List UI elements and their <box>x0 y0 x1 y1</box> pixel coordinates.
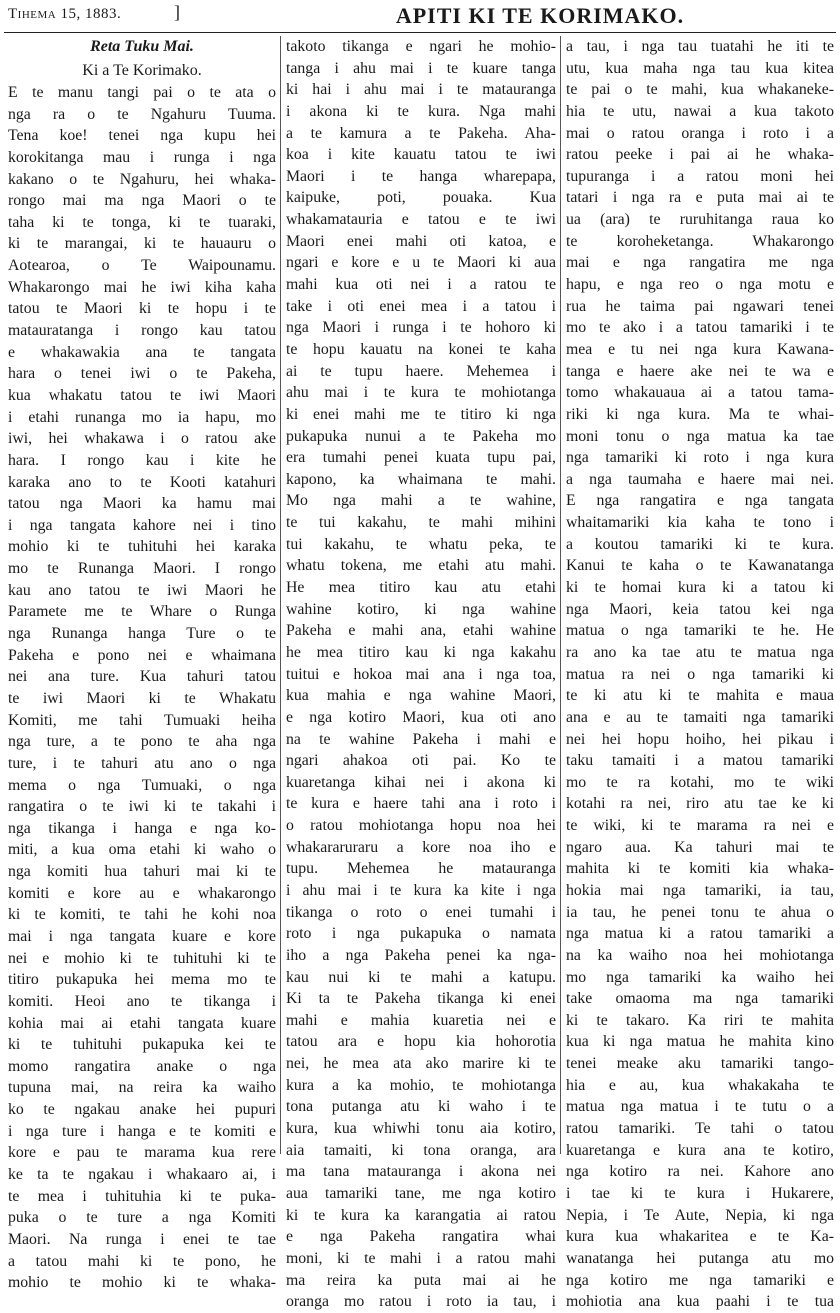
text-line: nei e mohio ki te tuhituhi ki te <box>8 949 276 967</box>
text-line: te ki atu ki te mahita e maua <box>566 687 834 705</box>
text-line: ahu mai i te kura te mohiotanga <box>286 384 556 402</box>
text-line: te koroheketanga. Whakarongo <box>566 232 834 250</box>
text-line: kapono, ka whaimana te mahi. <box>286 470 556 488</box>
text-line: i nga ture i hanga e te komiti e <box>8 1122 276 1140</box>
issue-date: Tihema 15, 1883. <box>8 6 122 22</box>
text-line: nei ana ture. Kua tahuri tatou <box>8 668 276 686</box>
text-line: mema o nga Tumuaki, o nga <box>8 776 276 794</box>
text-line: taha ki te tonga, ki te tuaraki, <box>8 213 276 231</box>
text-line: mahi kua oti nei i a ratou te <box>286 276 556 294</box>
text-line: ratou tamariki. Te tahi o tatou <box>566 1120 834 1138</box>
text-line: te iwi Maori ki te Whakatu <box>8 689 276 707</box>
text-line: tona putanga atu ki waho i te <box>286 1098 556 1116</box>
text-line: tuitui e hokoa mai ana i nga toa, <box>286 665 556 683</box>
text-line: utu, kua maha nga tau kua kitea <box>566 59 834 77</box>
text-line: kau nui ki te mahi a katupu. <box>286 968 556 986</box>
text-line: i nga tangata kahore nei i tino <box>8 516 276 534</box>
text-line: komiti. Heoi ano te tikanga i <box>8 992 276 1010</box>
text-line: kua whakatu tatou te iwi Maori <box>8 386 276 404</box>
text-line: mai i nga tangata kuare e kore <box>8 927 276 945</box>
text-line: tomo whakauaua ai a tatou tama- <box>566 384 834 402</box>
text-line: mo te ako i a tatou tamariki i te <box>566 319 834 337</box>
text-line: titiro pukapuka hei mema mo te <box>8 971 276 989</box>
text-line: koa i kite kauatu tatou te iwi <box>286 146 556 164</box>
text-line: matua ra nei o nga tamariki ki <box>566 665 834 683</box>
date-bracket: ] <box>174 2 180 22</box>
text-line: ture, i te tahuri atu ano o nga <box>8 754 276 772</box>
text-line: mohio te mohio ki te whaka- <box>8 1274 276 1292</box>
text-line: era tumahi penei kuata tupu pai, <box>286 449 556 467</box>
text-line: Maori i te hanga wharepapa, <box>286 167 556 185</box>
text-line: nei hei hopu hoiho, hei pikau i <box>566 730 834 748</box>
column-divider-1 <box>280 36 281 1154</box>
text-line: hara. I rongo kau i kite he <box>8 451 276 469</box>
text-line: te hopu kauatu na konei te kaha <box>286 340 556 358</box>
text-line: kotahi ra nei, riro atu tae ke ki <box>566 795 834 813</box>
text-line: e whakawakia ana te tangata <box>8 343 276 361</box>
text-line: Paramete me te Whare o Runga <box>8 603 276 621</box>
text-line: he mea titiro kau ki nga kakahu <box>286 643 556 661</box>
text-line: ngaro aua. Ka tahuri mai te <box>566 838 834 856</box>
text-line: tanga e haere ake nei te wa e <box>566 362 834 380</box>
text-line: nga tamariki ki roto i nga kura <box>566 449 834 467</box>
column-3-text <box>566 36 834 1313</box>
text-line: nga ra o te Ngahuru Tuuma. <box>8 105 276 123</box>
text-line: hia te utu, nawai a kua takoto <box>566 102 834 120</box>
text-line: kaipuke, poti, pouaka. Kua <box>286 189 556 207</box>
text-line: kuaretanga kihai nei i akona ki <box>286 773 556 791</box>
text-line: ki te homai kura ki a tatou ki <box>566 579 834 597</box>
text-line: nga Runanga hanga Ture o te <box>8 625 276 643</box>
text-line: mo te Runanga Maori. I rongo <box>8 560 276 578</box>
header-rule <box>4 32 836 33</box>
article-heading: Reta Tuku Mai. <box>90 38 194 55</box>
text-line: takoto tikanga e ngari he mohio- <box>286 38 556 55</box>
text-line: kore e pau te marama kua rere <box>8 1144 276 1162</box>
text-line: Maori enei mahi oti katoa, e <box>286 232 556 250</box>
text-line: moni, ki te mahi i a ratou mahi <box>286 1249 556 1267</box>
text-line: e nga kotiro Maori, kua oti ano <box>286 708 556 726</box>
text-line: te kura e haere tahi ana i roto i <box>286 795 556 813</box>
text-line: ki enei mahi me te titiro ki nga <box>286 405 556 423</box>
text-line: hokia mai nga tamariki, ia tau, <box>566 881 834 899</box>
text-line: nga ture, a te pono te aha nga <box>8 733 276 751</box>
text-line: taku tamaiti i a matou tamariki <box>566 752 834 770</box>
text-line: kohia mai ai etahi tangata kuare <box>8 1014 276 1032</box>
text-line: Pakeha e mahi ana, etahi wahine <box>286 622 556 640</box>
text-line: wanatanga hei putanga atu mo <box>566 1249 834 1267</box>
text-line: ai te tupu haere. Mehemea i <box>286 362 556 380</box>
text-line: nei, he mea ata ako marire ki te <box>286 1055 556 1073</box>
column-divider-2 <box>560 36 561 1154</box>
text-line: tatari i nga ra e puta mai ai te <box>566 189 834 207</box>
text-line: rangatira o te iwi ki te takahi i <box>8 798 276 816</box>
text-line: kura, kua whiwhi tonu aia kotiro, <box>286 1120 556 1138</box>
text-line: Nepia, i Te Aute, Nepia, ki nga <box>566 1206 834 1224</box>
newspaper-title: APITI KI TE KORIMAKO. <box>395 3 685 28</box>
text-line: ma reira ka puta mai ai he <box>286 1271 556 1289</box>
text-line: i etahi runanga mo ia hapu, mo <box>8 408 276 426</box>
text-line: whakararuraru a kore noa iho e <box>286 838 556 856</box>
column-3 <box>566 36 834 1311</box>
text-line: i tae ki te kura i Hukarere, <box>566 1184 834 1202</box>
article-subheading: Ki a Te Korimako. <box>82 62 202 79</box>
text-line: tatou nga Maori ka hamu mai <box>8 495 276 513</box>
text-line: tupu. Mehemea he matauranga <box>286 860 556 878</box>
text-line: kau ano tatou te iwi Maori he <box>8 581 276 599</box>
text-line: tupuranga i a ratou moni hei <box>566 167 834 185</box>
text-line: whaitamariki kia kaha te tono i <box>566 514 834 532</box>
text-line: puka o te ture a nga Komiti <box>8 1209 276 1227</box>
text-line: te mea i tuhituhia ki te puka- <box>8 1187 276 1205</box>
text-line: mea e tu nei nga kura Kawana- <box>566 340 834 358</box>
text-line: na te wahine Pakeha i mahi e <box>286 730 556 748</box>
text-line: mohio ki te tuhituhi hei karaka <box>8 538 276 556</box>
text-line: rongo mai ma nga Maori o te <box>8 192 276 210</box>
text-line: aua tamariki tane, me nga kotiro <box>286 1184 556 1202</box>
text-line: Whakarongo mai he iwi kiha kaha <box>8 278 276 296</box>
text-line: ratou peeke i pai ai he whaka- <box>566 146 834 164</box>
text-line: na ka waiho noa hei mohiotanga <box>566 946 834 964</box>
text-line: pukapuka nunui a te Pakeha mo <box>286 427 556 445</box>
text-line: nga matua ki a ratou tamariki a <box>566 925 834 943</box>
text-line: mai o ratou oranga i roto i a <box>566 124 834 142</box>
text-line: nga kotiro me nga tamariki e <box>566 1271 834 1289</box>
text-line: ma tana matauranga i akona nei <box>286 1163 556 1181</box>
text-line: ki te kura ka karangatia ai ratou <box>286 1206 556 1224</box>
text-line: iho a nga Pakeha penei ka nga- <box>286 946 556 964</box>
text-line: oranga mo ratou i roto ia tau, i <box>286 1293 556 1311</box>
text-line: ke ta te ngakau i whakaaro ai, i <box>8 1166 276 1184</box>
text-line: roto i nga pukapuka o namata <box>286 925 556 943</box>
text-line: mohiotia ana kua paahi i te tua <box>566 1293 834 1311</box>
text-line: nga tikanga i hanga e nga ko- <box>8 819 276 837</box>
text-line: Ki ta te Pakeha tikanga ki enei <box>286 990 556 1008</box>
text-line: rua he taima pai ngawari tenei <box>566 297 834 315</box>
text-line: ki hai i ahu mai i te matauranga <box>286 81 556 99</box>
column-2-text <box>286 36 556 1313</box>
text-line: ia tau, he penei tonu te ahua o <box>566 903 834 921</box>
text-line: kura kua whakaritea e te Ka- <box>566 1228 834 1246</box>
text-line: matua o nga tamariki te he. He <box>566 622 834 640</box>
text-line: a tatou mahi ki te pono, he <box>8 1252 276 1270</box>
text-line: Kanui te kaha o te Kawanatanga <box>566 557 834 575</box>
text-line: ngari ahakoa oti pai. Ko te <box>286 752 556 770</box>
text-line: ki te komiti, te tahi he kohi noa <box>8 906 276 924</box>
text-line: E nga rangatira e nga tangata <box>566 492 834 510</box>
text-line: matauratanga i rongo kau tatou <box>8 322 276 340</box>
text-line: mahi e mahia kuaretia nei e <box>286 1011 556 1029</box>
text-line: Komiti, me tahi Tumuaki heiha <box>8 711 276 729</box>
text-line: Pakeha e pono nei e whaimana <box>8 646 276 664</box>
text-line: te pai o te mahi, kua whakaneke- <box>566 81 834 99</box>
text-line: riki ki nga kura. Ma te whai- <box>566 405 834 423</box>
text-line: kakano o te Ngahuru, hei whaka- <box>8 170 276 188</box>
column-1-text <box>8 82 276 1294</box>
text-line: nga kotiro ra nei. Kahore ano <box>566 1163 834 1181</box>
text-line: ki te takaro. Ka riri te mahita <box>566 1011 834 1029</box>
text-line: tenei meake aku tamariki tango- <box>566 1055 834 1073</box>
text-line: tikanga o roto o enei tumahi i <box>286 903 556 921</box>
text-line: a koutou tamariki ki te kura. <box>566 535 834 553</box>
text-line: ana e au te tamaiti nga tamariki <box>566 708 834 726</box>
text-line: nga Maori i runga i te hohoro ki <box>286 319 556 337</box>
text-line: ko te ngakau anake hei pupuri <box>8 1101 276 1119</box>
text-line: iwi, hei whakawa i o ratou ake <box>8 430 276 448</box>
text-line: i ahu mai i te kura ka kite i nga <box>286 881 556 899</box>
text-line: nga Maori, keia tatou kei nga <box>566 600 834 618</box>
text-line: ki te marangai, ki te hauauru o <box>8 235 276 253</box>
text-line: te wiki, ki te marama ra nei e <box>566 817 834 835</box>
text-line: Maori. Na runga i enei te tae <box>8 1230 276 1248</box>
text-line: wahine kotiro, ki nga wahine <box>286 600 556 618</box>
text-line: tui kakahu, te whatu peka, te <box>286 535 556 553</box>
text-line: komiti e kore au e whakarongo <box>8 884 276 902</box>
text-line: mai e nga rangatira me nga <box>566 254 834 272</box>
text-line: kura a ka mohio, te mohiotanga <box>286 1076 556 1094</box>
text-line: a nga taumaha e haere mai nei. <box>566 470 834 488</box>
text-line: whakamatauria e tatou e te iwi <box>286 211 556 229</box>
text-line: mo nga tamariki ka waiho hei <box>566 968 834 986</box>
text-line: a te kamura a te Pakeha. Aha- <box>286 124 556 142</box>
text-line: whatu tokena, me etahi atu mahi. <box>286 557 556 575</box>
text-line: miti, a kua oma etahi ki waho o <box>8 841 276 859</box>
text-line: tatou ara e hopu kia hohorotia <box>286 1033 556 1051</box>
column-1 <box>8 36 276 1292</box>
column-2 <box>286 36 556 1311</box>
text-line: take i oti enei mea i a tatou i <box>286 297 556 315</box>
text-line: o ratou mohiotanga hopu noa hei <box>286 817 556 835</box>
text-line: take omaoma ma nga tamariki <box>566 990 834 1008</box>
text-line: kua mahia e nga wahine Maori, <box>286 687 556 705</box>
text-line: ki te tuhituhi pukapuka kei te <box>8 1036 276 1054</box>
text-line: mo te ra kotahi, mo te wiki <box>566 773 834 791</box>
text-line: hapu, e nga reo o nga motu e <box>566 276 834 294</box>
text-line: tatou te Maori ki te hopu i te <box>8 300 276 318</box>
text-line: hara o tenei iwi o te Pakeha, <box>8 365 276 383</box>
text-line: Mo nga mahi a te wahine, <box>286 492 556 510</box>
text-line: a tau, i nga tau tuatahi he iti te <box>566 38 834 55</box>
text-line: momo rangatira anake o nga <box>8 1057 276 1075</box>
page-header <box>0 0 840 34</box>
text-line: mahita ki te komiti kia whaka- <box>566 860 834 878</box>
text-line: ua (ara) te ruruhitanga raua ko <box>566 211 834 229</box>
text-line: ngari e kore e u te Maori ki aua <box>286 254 556 272</box>
text-line: te tui kakahu, te mahi mihini <box>286 514 556 532</box>
text-line: E te manu tangi pai o te ata o <box>8 84 276 101</box>
text-line: Aotearoa, o Te Waipounamu. <box>8 257 276 275</box>
text-line: Tena koe! tenei nga kupu hei <box>8 127 276 145</box>
text-line: He mea titiro kau atu etahi <box>286 579 556 597</box>
text-line: kua ki nga matua he mahita kino <box>566 1033 834 1051</box>
text-line: moni tonu o nga matua ka tae <box>566 427 834 445</box>
text-line: e nga Pakeha rangatira whai <box>286 1228 556 1246</box>
text-line: i akona ki te kura. Nga mahi <box>286 102 556 120</box>
text-line: aia tamaiti, ki tona oranga, ara <box>286 1141 556 1159</box>
text-line: tanga i ahu mai i te kuare tanga <box>286 59 556 77</box>
text-line: kuaretanga e kura ana te kotiro, <box>566 1141 834 1159</box>
text-line: ra ano ka tae atu te matua nga <box>566 643 834 661</box>
text-line: hia e au, kua whakakaha te <box>566 1076 834 1094</box>
text-line: tupuna mai, na reira ka waiho <box>8 1079 276 1097</box>
text-line: matua nga matua i te tutu o a <box>566 1098 834 1116</box>
text-line: korokitanga mau i runga i nga <box>8 148 276 166</box>
text-line: nga komiti hua tahuri mai ki te <box>8 863 276 881</box>
text-line: karaka ano to te Kooti katahuri <box>8 473 276 491</box>
